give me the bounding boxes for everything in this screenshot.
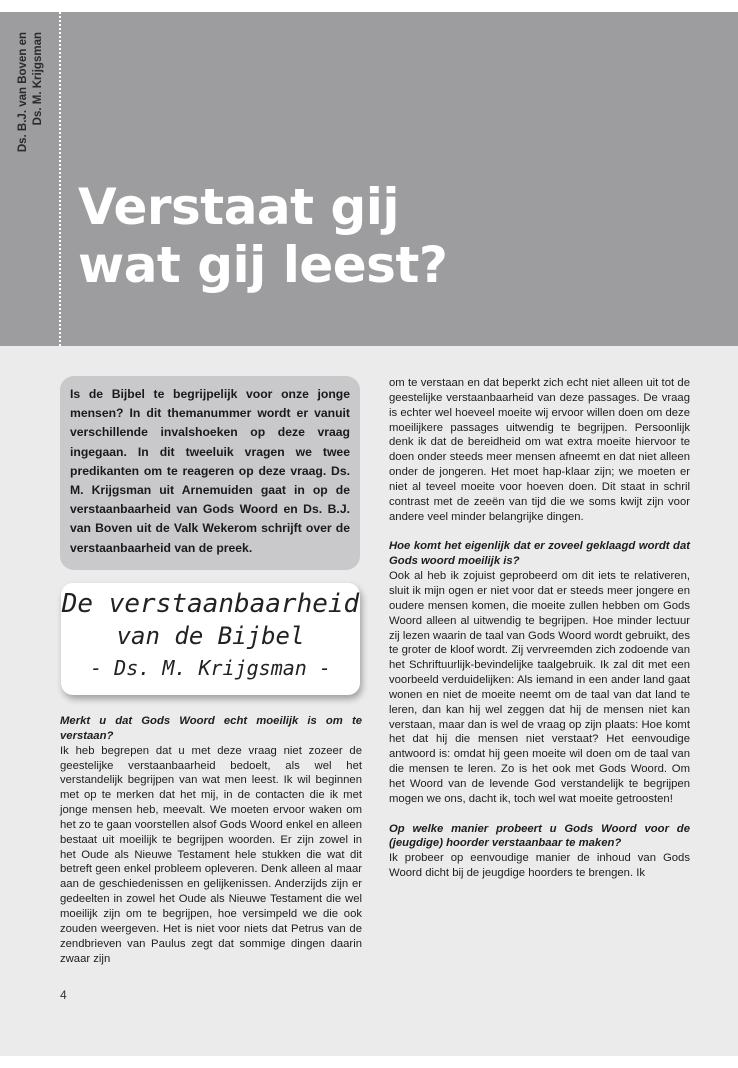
title-line-2: wat gij leest? (78, 236, 448, 294)
authors-byline (16, 32, 46, 180)
body-paragraph: Ik probeer op eenvoudige manier de inhoud van Gods Woord dicht bij de jeugdige hoorders te brengen. Ik (389, 852, 690, 880)
intro-box: Is de Bijbel te begrijpelijk voor onze jonge mensen? In dit themanummer wordt er vanuit verschillende invalshoeken op deze vraag ingegaan. In dit tweeluik vragen we twee predikanten om te reageren op deze vraag. Ds. M. Krijgsman uit Arnemuiden gaat in op de verstaanbaarheid van Gods Woord en Ds. B.J. van Boven uit de Valk Wekerom schrijft over de verstaanbaarheid van de preek. (60, 376, 360, 570)
article-title (78, 178, 447, 294)
title-line-1: Verstaat gij (78, 178, 400, 236)
text-column-left (60, 714, 362, 966)
card-author-line: - Ds. M. Krijgsman - (90, 656, 331, 680)
card-title-line-2: van de Bijbel (116, 622, 305, 650)
body-paragraph: Ik heb begrepen dat u met deze vraag niet zozeer de geestelijke verstaanbaarheid bedoelt, als wel het verstandelijk begrijpen van wat men leest. Ik wil beginnen met op te merken dat het mij, in de contacten die ik met jonge mensen heb, meevalt. We moeten ervoor waken om het zo te gaan voorstellen alsof Gods Woord enkel en alleen bestaat uit moeilijk te begrijpen woorden. Er zijn zowel in het Oude als Nieuwe Testament hele stukken die wat dit betreft geen enkel probleem opleveren. Denk alleen al maar aan de geschiedenissen en gelijkenissen. Anderzijds zijn er gedeelten in zowel het Oude als Nieuwe Testament die wel moeilijk zijn om te begrijpen, hoe versimpeld we die ook zouden weergeven. Het is niet voor niets dat Petrus van de zendbrieven van Paulus zegt dat sommige dingen daarin zwaar zijn (60, 744, 362, 965)
dotted-divider (59, 12, 61, 346)
text-column-right (389, 376, 690, 881)
body-paragraph: Ook al heb ik zojuist geprobeerd om dit iets te relativeren, sluit ik mijn ogen er niet voor dat er steeds meer jongere en oudere mensen komen, die moeite zullen hebben om Gods Woord alleen al uitwendig te begrijpen. Hoe minder lectuur zij lezen waarin de taal van Gods Woord wordt gebruikt, des te groter de kloof wordt. Zij vervreemden zich zodoende van het Schriftuurlijk-bevindelijke taalgebruik. Ik zal dit met een voorbeeld verduidelijken: Als iemand in een ander land gaat wonen en niet de moeite neemt om de taal van dat land te leren, dan kan hij wel zeggen dat hij de mensen niet kan verstaan, maar dan is wel de vraag op zijn plaats: Hoe komt het dat hij die mensen niet verstaat? Het eenvoudige antwoord is: omdat hij geen moeite wil doen om de taal van die mensen te leren. Zo is het ook met Gods Woord. Om het Woord van de levende God verstandelijk te begrijpen mogen we ons, dacht ik, toch wel wat moeite getroosten! (389, 570, 690, 805)
card-title-line-1: De verstaanbaarheid (61, 589, 360, 619)
author-line-1: Ds. B.J. van Boven en (17, 32, 29, 153)
body-paragraph: om te verstaan en dat beperkt zich echt niet alleen uit tot de geestelijke verstaanbaarheid van deze passages. De vraag is echter wel hoeveel moeite wij ervoor willen doen om deze moeilijkere passages uitwendig te begrijpen. Persoonlijk denk ik dat de bereidheid om wat extra moeite hiervoor te doen onder steeds meer mensen afneemt en dat niet alleen onder de jongeren. Het moet hap-klaar zijn; we moeten er niet al teveel moeite voor hoeven doen. Dit staat in schril contrast met de zeeën van tijd die we soms kwijt zijn voor andere veel minder belangrijke dingen. (389, 377, 690, 523)
question-heading: Hoe komt het eigenlijk dat er zoveel geklaagd wordt dat Gods woord moeilijk is? (389, 540, 690, 568)
section-title-card (61, 583, 360, 695)
question-heading: Merkt u dat Gods Woord echt moeilijk is om te verstaan? (60, 715, 362, 742)
page-number: 4 (60, 988, 67, 1002)
question-heading: Op welke manier probeert u Gods Woord voor de (jeugdige) hoorder verstaanbaar te maken? (389, 822, 690, 850)
author-line-2: Ds. M. Krijgsman (31, 32, 44, 126)
